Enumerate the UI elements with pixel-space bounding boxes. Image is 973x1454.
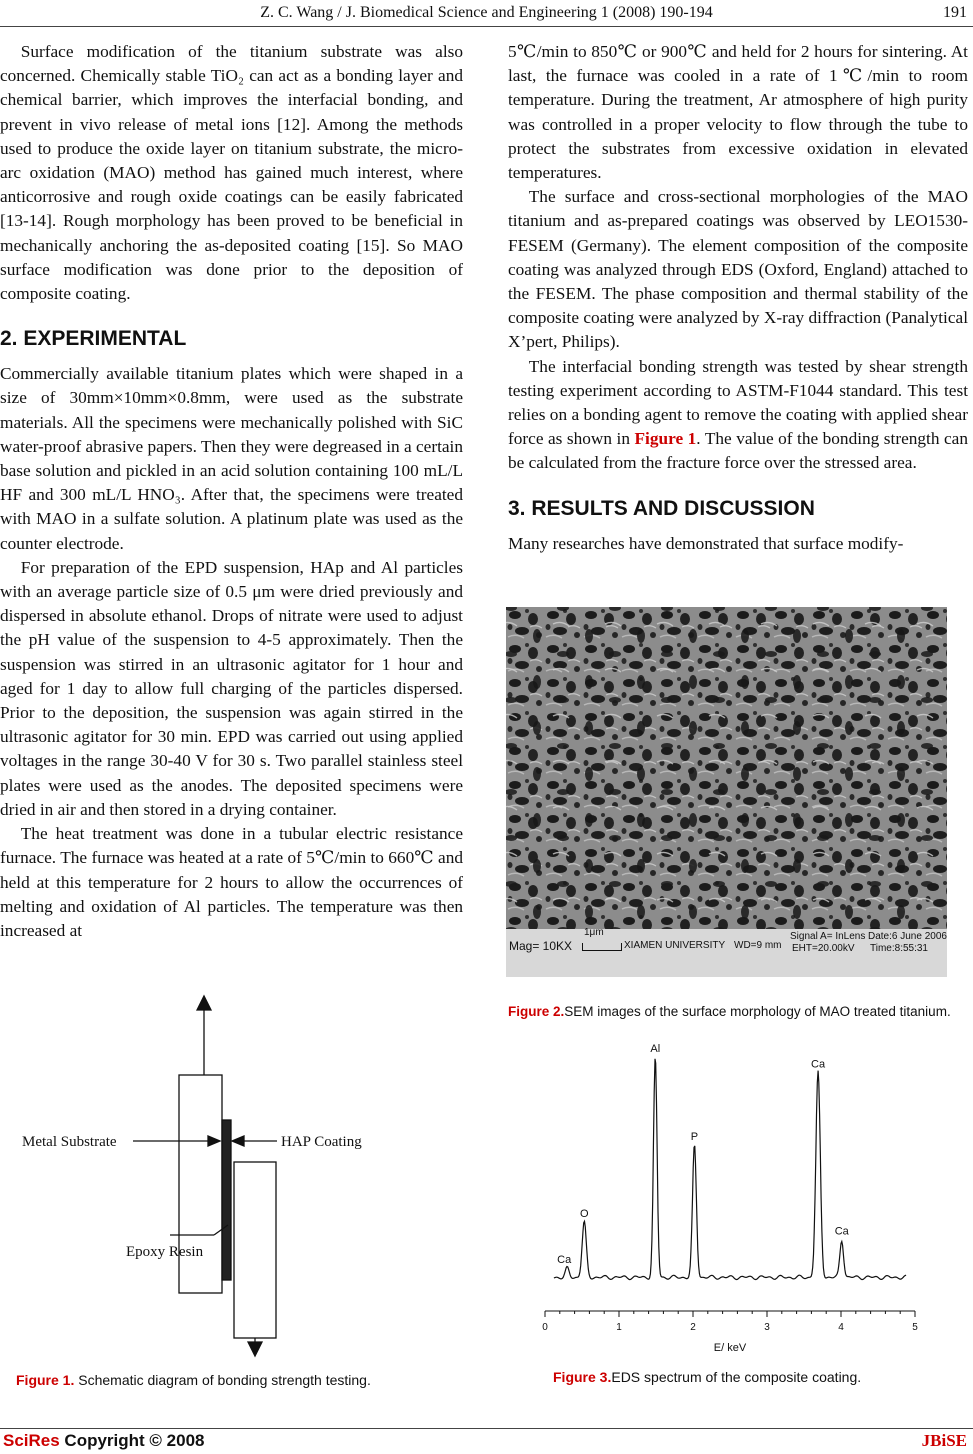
paragraph-sintering: 5℃/min to 850℃ or 900℃ and held for 2 hours for sintering. At last, the furnace was cooled in a rate of 1℃/min to room temperature. During the treatment, Ar atmosphere of high purity was controlled in a proper velocity to flow through the tube to protect the substrates from excessive oxidation in elevated temperatures. <box>508 42 968 183</box>
eds-x-ticks <box>542 1311 918 1333</box>
footer-brand: SciRes <box>3 1431 60 1450</box>
eds-tick-label: 1 <box>616 1322 622 1333</box>
metal-substrate-label: Metal Substrate <box>22 1134 117 1150</box>
figure-3-caption <box>553 1369 861 1385</box>
eds-tick-label: 4 <box>838 1322 844 1333</box>
eds-spectrum-line <box>554 1059 906 1280</box>
upward-force-arrowhead <box>197 996 211 1010</box>
eds-tick-label: 5 <box>912 1322 918 1333</box>
eds-tick-label: 3 <box>764 1322 770 1333</box>
sem-time: Time:8:55:31 <box>870 943 928 954</box>
eds-peak-label-ca: Ca <box>811 1058 826 1071</box>
figure-1-schematic <box>0 990 480 1360</box>
footer-journal: JBiSE <box>921 1431 967 1450</box>
sem-info-bar <box>506 929 947 977</box>
footer-copyright <box>3 1431 205 1451</box>
eds-peak-label-p: P <box>690 1131 699 1143</box>
figure-3-caption-text: EDS spectrum of the composite coating. <box>611 1369 862 1385</box>
eds-x-axis-label: E/ keV <box>713 1342 747 1354</box>
eds-spectrum-chart <box>508 1030 968 1360</box>
running-header <box>0 4 973 26</box>
sem-university: XIAMEN UNIVERSITY <box>624 940 726 951</box>
hap-coating-pointer-head <box>232 1136 244 1146</box>
hap-coating-layer <box>222 1120 231 1280</box>
sem-eht: EHT=20.00kV <box>792 943 855 954</box>
paragraph-results-intro: Many researches have demonstrated that surface modify- <box>508 533 904 553</box>
eds-peak-labels <box>557 1043 849 1266</box>
sem-scale-bar <box>582 943 622 951</box>
bonding-text-a: The interfacial bonding strength was tested by shear strength testing experiment according to ASTM-F1044 standard. This test relies on a bonding agent to remove the coating with applied shear force as shown in <box>508 356 968 449</box>
sem-signal: Signal A= InLens <box>790 931 866 942</box>
epoxy-resin-block <box>234 1162 276 1338</box>
figure-1-label: Figure 1. <box>16 1372 75 1388</box>
eds-peak-label-o: O <box>579 1208 589 1220</box>
paragraph-surface-modification: Surface modification of the titanium substrate was also concerned. Chemically stable TiO₂ can act as a bonding layer and chemical barrier, which improves the interfacial bonding, and prevent in vivo release of metal ions [12]. Among the methods used to produce the oxide layer on titanium substrate, the micro-arc oxidation (MAO) method has gained much interest, where anticorrosive and rough oxide coatings can be easily fabricated [13-14]. Rough morphology has been proved to be beneficial in mechanically anchoring the as-deposited coating [15]. So MAO surface modification was done prior to the deposition of composite coating. <box>0 42 463 304</box>
header-rule <box>0 26 973 27</box>
running-title: Z. C. Wang / J. Biomedical Science and Engineering 1 (2008) 190-194 <box>260 4 713 21</box>
sem-scale-label: 1μm <box>584 927 604 938</box>
eds-peak-label-ca: Ca <box>834 1225 849 1238</box>
section-heading-results: 3. RESULTS AND DISCUSSION <box>508 496 815 520</box>
eds-peak-label-al: Al <box>650 1043 661 1055</box>
sem-magnification: Mag= 10KX <box>509 939 573 953</box>
figure-1-caption <box>16 1372 371 1388</box>
epoxy-resin-label: Epoxy Resin <box>126 1244 204 1260</box>
metal-substrate-block <box>179 1075 222 1293</box>
figure-3-label: Figure 3. <box>553 1369 612 1385</box>
paragraph-morphology: The surface and cross-sectional morphologies of the MAO titanium and as-prepared coatings was observed by LEO1530-FESEM (Germany). The element composition of the composite coating was analyzed through EDS (Oxford, England) attached to the FESEM. The phase composition and thermal stability of the composite coating were analyzed by X-ray diffraction (Panalytical X’pert, Philips). <box>508 187 968 352</box>
sem-texture <box>506 607 947 929</box>
paragraph-epd-suspension: For preparation of the EPD suspension, HAp and Al particles with an average particle size of 0.5 μm were dried previously and dispersed in absolute ethanol. Drops of nitrate were used to adjust the pH value of the suspension to 4-5 approximately. Then the suspension was stirred in an ultrasonic agitator for 1 hour and aged for 1 day to allow full charging of the particles dispersed. Prior to the deposition, the suspension was again stirred in the ultrasonic agitator for 30 min. EPD was carried out using applied voltages in the range 30-40 V for 30 s. Two parallel stainless steel plates were used as the anodes. The deposited specimens were dried in air and then stored in a drying container. <box>0 557 463 819</box>
bonding-text-b: . The value of the bonding strength can be calculated from the fracture force over the stressed area. <box>508 429 968 473</box>
right-column <box>508 40 968 556</box>
left-column <box>0 40 463 943</box>
section-heading-experimental: 2. EXPERIMENTAL <box>0 327 187 351</box>
footer-rule <box>0 1428 973 1429</box>
sem-image <box>506 607 947 977</box>
sem-date: Date:6 June 2006 <box>868 931 947 942</box>
eds-tick-label: 2 <box>690 1322 696 1333</box>
figure-2-label: Figure 2. <box>508 1004 565 1019</box>
eds-peak-label-ca: Ca <box>557 1254 572 1267</box>
page-number: 191 <box>943 4 967 21</box>
eds-tick-label: 0 <box>542 1322 548 1333</box>
paragraph-specimens: Commercially available titanium plates which were shaped in a size of 30mm×10mm×0.8mm, were used as the substrate materials. All the specimens were mechanically polished with SiC water-proof abrasive papers. Then they were degreased in a certain base solution and pickled in an acid solution containing 100 mL/L HF and 300 mL/L HNO₃. After that, the specimens were treated with MAO in a sulfate solution. A platinum plate was used as the counter electrode. <box>0 364 463 553</box>
footer-copyright-text: Copyright © 2008 <box>59 1431 205 1450</box>
downward-force-arrowhead <box>248 1342 262 1356</box>
figure-2-caption-text: SEM images of the surface morphology of MAO treated titanium. <box>564 1004 951 1019</box>
sem-working-distance: WD=9 mm <box>734 940 782 951</box>
paragraph-heat-treatment: The heat treatment was done in a tubular electric resistance furnace. The furnace was heated at a rate of 5℃/min to 660℃ and held at this temperature for 2 hours to allow the occurrences of melting and oxidation of Al particles. The temperature was then increased at <box>0 824 463 940</box>
figure-2-caption <box>508 1003 968 1020</box>
paragraph-bonding-strength <box>508 355 968 476</box>
hap-coating-label: HAP Coating <box>281 1134 362 1150</box>
figure-1-reference-link[interactable]: Figure 1 <box>634 429 697 449</box>
figure-1-caption-text: Schematic diagram of bonding strength testing. <box>74 1372 371 1388</box>
